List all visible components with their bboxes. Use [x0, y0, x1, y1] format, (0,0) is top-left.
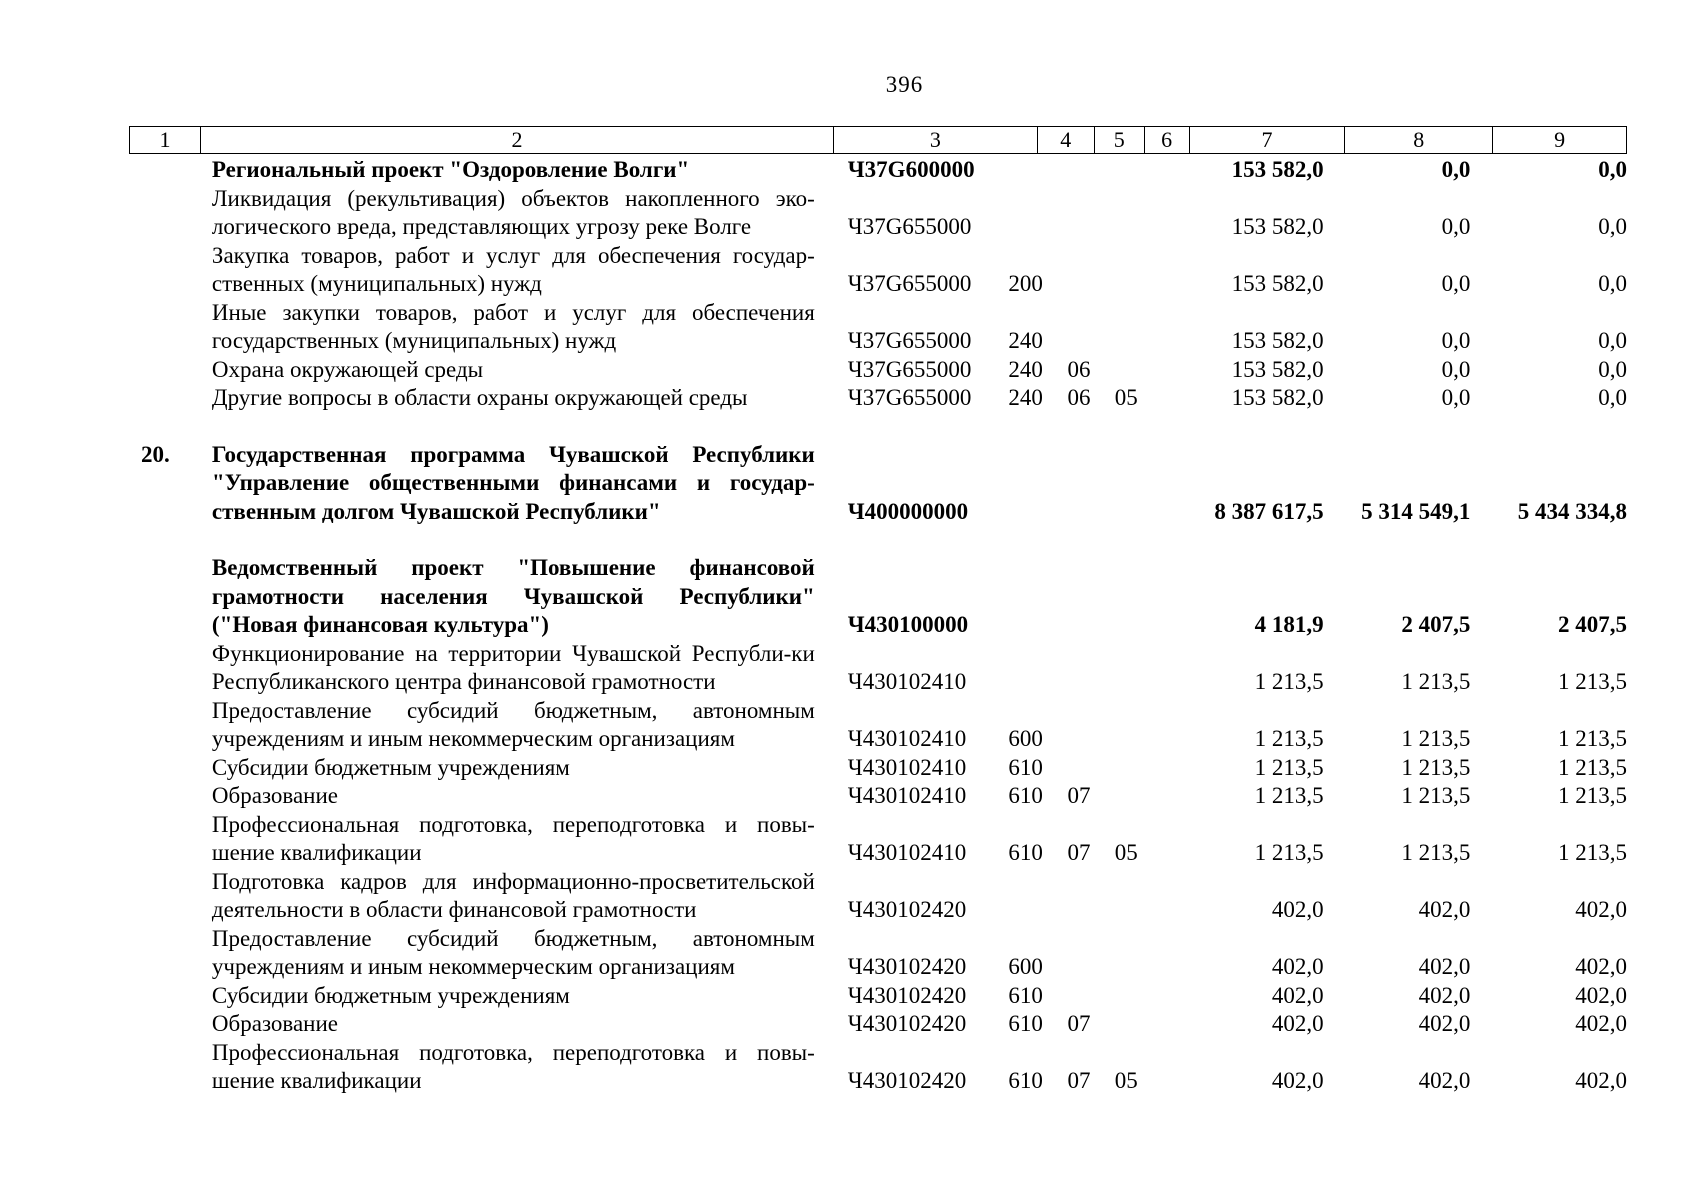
row-number: 20. [141, 441, 170, 467]
row-value-8: 5 314 549,1 [1361, 498, 1471, 524]
row-value-8: 1 213,5 [1401, 754, 1471, 780]
row-value-7: 1 213,5 [1254, 726, 1324, 751]
row-name: Предоставление субсидий бюджетным, автономным учреждениям и иным некоммерческим организациям [211, 697, 815, 751]
row-col6: 05 [1114, 385, 1138, 410]
row-value-7: 402,0 [1271, 897, 1324, 922]
row-code: Ч430102420 [847, 1011, 967, 1036]
row-name: Охрана окружающей среды [211, 356, 484, 382]
row-col6: 05 [1114, 840, 1138, 865]
row-value-9: 0,0 [1598, 157, 1627, 182]
table-header [129, 126, 1627, 154]
row-name: Функционирование на территории Чувашской Республи-ки Республиканского центра финансовой грамотности [211, 640, 815, 694]
row-value-7: 153 582,0 [1231, 157, 1324, 182]
row-code: Ч430102410 [847, 726, 967, 751]
table-body [129, 156, 1627, 1096]
row-value-8: 1 213,5 [1401, 783, 1471, 808]
row-value-8: 0,0 [1441, 385, 1471, 410]
table-row [129, 1039, 1627, 1096]
row-value-8: 0,0 [1441, 157, 1471, 182]
row-value-9: 5 434 334,8 [1517, 498, 1627, 524]
row-col4: 610 [1008, 840, 1043, 865]
row-col4: 610 [1008, 1011, 1043, 1036]
row-col5: 07 [1067, 783, 1091, 808]
row-code: Ч430102420 [847, 982, 967, 1008]
row-col4: 240 [1008, 356, 1043, 382]
row-value-7: 153 582,0 [1231, 385, 1324, 410]
row-code: Ч430102410 [847, 840, 967, 865]
table-row [129, 441, 1627, 527]
row-code: Ч37G655000 [847, 328, 972, 353]
row-value-9: 0,0 [1598, 328, 1627, 353]
row-value-9: 402,0 [1575, 982, 1627, 1008]
row-col4: 610 [1008, 1068, 1043, 1093]
table-row [129, 554, 1627, 640]
table-row [129, 982, 1627, 1011]
row-value-7: 402,0 [1271, 1068, 1324, 1093]
row-value-8: 0,0 [1441, 214, 1471, 239]
row-value-8: 402,0 [1418, 954, 1471, 979]
row-col4: 610 [1008, 783, 1043, 808]
row-col4: 240 [1008, 328, 1043, 353]
row-col4: 610 [1008, 754, 1043, 780]
row-value-7: 1 213,5 [1254, 840, 1324, 865]
row-value-7: 8 387 617,5 [1214, 498, 1324, 524]
row-col4: 200 [1008, 271, 1043, 296]
table-row [129, 811, 1627, 868]
row-name: Закупка товаров, работ и услуг для обеспечения государ-ственных (муниципальных) нужд [211, 242, 815, 296]
row-value-9: 402,0 [1575, 1011, 1627, 1036]
table-row [129, 640, 1627, 697]
row-code: Ч430102410 [847, 669, 967, 694]
table-row [129, 1010, 1627, 1039]
row-value-7: 1 213,5 [1254, 669, 1324, 694]
row-name: Подготовка кадров для информационно-просветительской деятельности в области финансовой грамотности [211, 868, 815, 922]
row-value-7: 402,0 [1271, 982, 1324, 1008]
table-row [129, 868, 1627, 925]
row-value-8: 402,0 [1418, 1011, 1471, 1036]
row-col6: 05 [1114, 1068, 1138, 1093]
row-value-9: 402,0 [1575, 1068, 1627, 1093]
row-name: Ликвидация (рекультивация) объектов накопленного эко-логического вреда, представляющих угрозу реке Волге [211, 185, 815, 239]
row-value-9: 1 213,5 [1558, 726, 1627, 751]
header-cell: 8 [1345, 127, 1493, 153]
table-row [129, 242, 1627, 299]
row-value-9: 2 407,5 [1558, 612, 1627, 637]
row-value-9: 0,0 [1598, 385, 1627, 410]
row-code: Ч37G655000 [847, 214, 972, 239]
row-name: Иные закупки товаров, работ и услуг для обеспечения государственных (муниципальных) нужд [211, 299, 815, 353]
row-value-7: 153 582,0 [1231, 214, 1324, 239]
header-cell: 3 [834, 127, 1038, 153]
row-col5: 07 [1067, 840, 1091, 865]
row-value-9: 1 213,5 [1558, 840, 1627, 865]
row-col4: 600 [1008, 954, 1043, 979]
row-col4: 240 [1008, 385, 1043, 410]
row-value-8: 0,0 [1441, 271, 1471, 296]
row-name: Региональный проект "Оздоровление Волги" [211, 157, 690, 182]
row-value-9: 1 213,5 [1558, 783, 1627, 808]
row-value-9: 0,0 [1598, 214, 1627, 239]
row-code: Ч400000000 [847, 498, 969, 524]
row-value-8: 0,0 [1441, 356, 1471, 382]
row-value-8: 1 213,5 [1401, 726, 1471, 751]
row-name: Другие вопросы в области охраны окружающей среды [211, 385, 748, 410]
row-code: Ч430102420 [847, 1068, 967, 1093]
row-value-9: 402,0 [1575, 897, 1627, 922]
row-value-7: 153 582,0 [1231, 328, 1324, 353]
row-code: Ч430102420 [847, 897, 967, 922]
row-col5: 07 [1067, 1068, 1091, 1093]
row-value-7: 1 213,5 [1254, 754, 1324, 780]
row-name: Государственная программа Чувашской Республики "Управление общественными финансами и государ-ственным долгом Чувашской Республики" [211, 441, 815, 524]
table-row [129, 925, 1627, 982]
table-row [129, 782, 1627, 811]
row-value-8: 1 213,5 [1401, 840, 1471, 865]
header-cell: 4 [1038, 127, 1095, 153]
row-col5: 06 [1067, 385, 1091, 410]
row-code: Ч37G655000 [847, 271, 972, 296]
row-col4: 610 [1008, 982, 1043, 1008]
row-name: Образование [211, 783, 338, 808]
row-name: Предоставление субсидий бюджетным, автономным учреждениям и иным некоммерческим организациям [211, 925, 815, 979]
row-value-8: 1 213,5 [1401, 669, 1471, 694]
row-value-7: 402,0 [1271, 954, 1324, 979]
row-code: Ч430100000 [847, 612, 969, 637]
row-value-8: 2 407,5 [1401, 612, 1471, 637]
row-name: Субсидии бюджетным учреждениям [211, 754, 570, 780]
table-row [129, 384, 1627, 413]
table-row [129, 185, 1627, 242]
row-name: Профессиональная подготовка, переподготовка и повы-шение квалификации [211, 811, 815, 865]
row-value-7: 153 582,0 [1231, 271, 1324, 296]
row-value-8: 402,0 [1418, 1068, 1471, 1093]
row-code: Ч37G655000 [847, 356, 972, 382]
table-row [129, 356, 1627, 385]
header-cell: 6 [1145, 127, 1190, 153]
row-value-9: 402,0 [1575, 954, 1627, 979]
row-value-9: 1 213,5 [1558, 669, 1627, 694]
header-cell: 7 [1190, 127, 1346, 153]
row-value-8: 402,0 [1418, 982, 1471, 1008]
row-value-8: 402,0 [1418, 897, 1471, 922]
page-number: 396 [885, 72, 924, 97]
row-code: Ч430102410 [847, 783, 967, 808]
row-value-9: 0,0 [1598, 271, 1627, 296]
row-value-7: 4 181,9 [1254, 612, 1324, 637]
header-cell: 5 [1095, 127, 1145, 153]
row-name: Субсидии бюджетным учреждениям [211, 982, 570, 1008]
row-value-7: 153 582,0 [1231, 356, 1324, 382]
header-cell: 1 [130, 127, 201, 153]
table-row [129, 697, 1627, 754]
row-name: Образование [211, 1011, 338, 1036]
row-value-9: 0,0 [1598, 356, 1627, 382]
row-value-8: 0,0 [1441, 328, 1471, 353]
row-col5: 06 [1067, 356, 1091, 382]
row-name: Профессиональная подготовка, переподготовка и повы-шение квалификации [211, 1039, 815, 1093]
row-spacer [129, 526, 1627, 554]
row-col4: 600 [1008, 726, 1043, 751]
row-code: Ч430102410 [847, 754, 967, 780]
row-code: Ч430102420 [847, 954, 967, 979]
row-value-7: 402,0 [1271, 1011, 1324, 1036]
row-col5: 07 [1067, 1011, 1091, 1036]
row-code: Ч37G655000 [847, 385, 972, 410]
row-value-9: 1 213,5 [1558, 754, 1627, 780]
row-value-7: 1 213,5 [1254, 783, 1324, 808]
row-spacer [129, 413, 1627, 441]
row-name: Ведомственный проект "Повышение финансовой грамотности населения Чувашской Республики" ("Новая финансовая культура") [211, 555, 815, 637]
row-code: Ч37G600000 [847, 157, 975, 182]
header-cell: 9 [1554, 127, 1566, 152]
header-cell: 2 [201, 127, 834, 153]
table-row [129, 156, 1627, 185]
table-row [129, 754, 1627, 783]
table-row [129, 299, 1627, 356]
